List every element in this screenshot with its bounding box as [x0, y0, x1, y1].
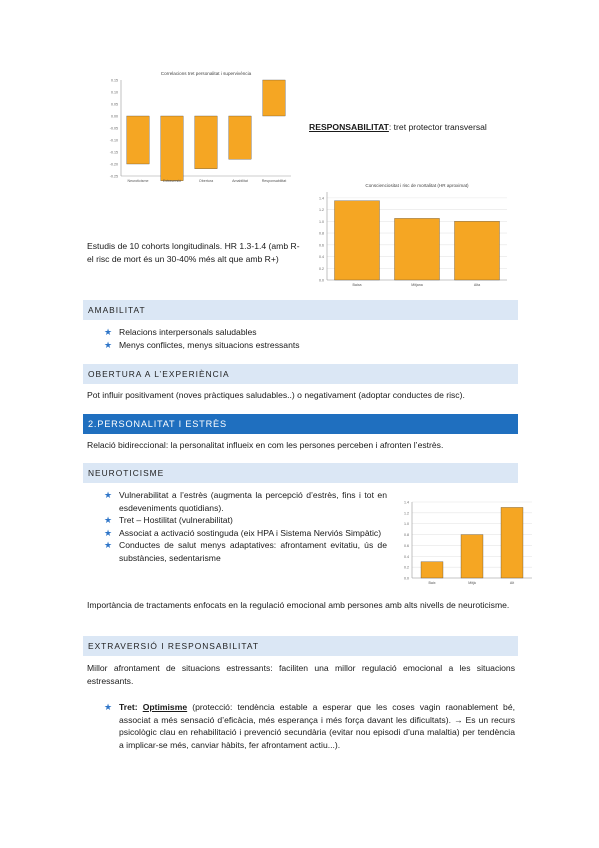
list-item: ★ Tret: Optimisme (protecció: tendència estable a esperar que les coses vagin raonablement bé, associat a més sensació d’eficàcia, més esperança i més força davant les dificultats). → Es un recurs psicològic clau en rehabilitació i prevenció secundària (evitar nou episodi d’una malaltia) per tendència a implicar-se més, canviar hàbits, fer afrontament actiu...).	[104, 702, 515, 750]
y-tick-label: -0.20	[109, 162, 118, 167]
bar	[263, 80, 285, 116]
star-bullet-icon: ★	[104, 339, 113, 350]
y-tick-label: 0.4	[404, 554, 409, 559]
chart-trait-correlations	[93, 66, 298, 194]
y-tick-label: 0.00	[111, 114, 118, 119]
optimisme-term: Optimisme	[142, 702, 188, 712]
chart2-svg	[305, 180, 515, 290]
responsabilitat-label: RESPONSABILITAT	[309, 122, 389, 132]
bar	[501, 507, 523, 578]
section2-text: Relació bidireccional: la personalitat influeix en com les persones perceben i afronten l’estrès.	[87, 440, 444, 450]
list-item: ★ Conductes de salut menys adaptatives: afrontament evitatiu, ús de substàncies, sedentarisme	[104, 540, 387, 563]
y-tick-label: 0.10	[111, 90, 118, 95]
x-tick-label: Responsabilitat	[261, 179, 287, 183]
section-header-extraversio: EXTRAVERSIÓ I RESPONSABILITAT	[83, 636, 518, 656]
responsabilitat-heading	[309, 121, 519, 134]
y-tick-label: 0.2	[319, 266, 324, 271]
x-tick-label: Baixa	[352, 283, 362, 287]
y-tick-label: 1.0	[319, 219, 324, 224]
y-tick-label: -0.05	[109, 126, 118, 131]
x-tick-label: Amabilitat	[232, 179, 248, 183]
chart-conscientiousness-mortality	[305, 180, 515, 290]
y-tick-label: 0.4	[319, 255, 324, 260]
y-tick-label: 1.4	[319, 196, 324, 201]
bar	[461, 535, 483, 578]
neuroticisme-list	[102, 489, 387, 564]
y-tick-label: 0.15	[111, 78, 118, 83]
chart-title: Correlacions tret personalitat i supervivència	[160, 71, 252, 76]
y-tick-label: 0.8	[319, 231, 324, 236]
y-tick-label: 0.8	[404, 533, 409, 538]
optimisme-list	[102, 701, 515, 751]
y-tick-label: 1.4	[404, 500, 409, 505]
y-tick-label: 0.6	[319, 243, 324, 248]
bar	[395, 218, 440, 280]
bar	[229, 116, 251, 159]
list-item: ★ Menys conflictes, menys situacions estressants	[104, 339, 300, 350]
bar	[127, 116, 149, 164]
x-tick-label: Mitjà	[468, 581, 476, 585]
chart3-svg	[398, 492, 538, 592]
x-tick-label: Alt	[509, 581, 515, 585]
y-tick-label: -0.10	[109, 138, 118, 143]
x-tick-label: Alta	[473, 283, 481, 287]
responsabilitat-subtitle: : tret protector transversal	[388, 122, 487, 132]
x-tick-label: Extraversió	[163, 179, 181, 183]
y-tick-label: -0.15	[109, 150, 118, 155]
amabilitat-list	[102, 326, 512, 351]
obertura-text: Pot influir positivament (noves pràctiques saludables..) o negativament (adoptar conductes de risc).	[87, 390, 465, 400]
bar	[161, 116, 183, 181]
section-header-neuroticisme: NEUROTICISME	[83, 463, 518, 483]
bar	[455, 221, 500, 280]
y-tick-label: -0.25	[109, 174, 118, 179]
chart-title: Conscienciositat i risc de mortalitat (HR aproximat)	[365, 183, 469, 188]
x-tick-label: Mitjana	[411, 283, 423, 287]
chart-neuroticism-stress	[398, 492, 538, 592]
y-tick-label: 0.6	[404, 543, 409, 548]
list-item: ★ Relacions interpersonals saludables	[104, 327, 257, 337]
chart1-svg	[93, 66, 298, 194]
x-tick-label: Obertura	[198, 179, 214, 183]
y-tick-label: 1.2	[404, 511, 409, 516]
list-item: ★ Tret – Hostilitat (vulnerabilitat)	[104, 515, 233, 525]
section-header-personalitat-estres: 2.PERSONALITAT I ESTRÈS	[83, 414, 518, 434]
bar	[195, 116, 217, 169]
y-tick-label: 0.05	[111, 102, 118, 107]
list-item: ★ Associat a activació sostinguda (eix HPA i Sistema Nerviós Simpàtic)	[104, 527, 382, 538]
star-bullet-icon: ★	[104, 527, 113, 538]
x-tick-label: Baix	[428, 581, 436, 585]
section-header-obertura: OBERTURA A L’EXPERIÈNCIA	[83, 364, 518, 384]
section-header-amabilitat: AMABILITAT	[83, 300, 518, 320]
x-tick-label: Neuroticisme	[127, 179, 149, 183]
y-tick-label: 0.0	[319, 278, 324, 283]
study-text: Estudis de 10 cohorts longitudinals. HR 1.3-1.4 (amb R- el risc de mort és un 30-40% més alt que amb R+)	[87, 241, 300, 264]
extraversio-text: Millor afrontament de situacions estressants: faciliten una millor regulació emocional a les situacions estressants.	[87, 663, 515, 686]
star-bullet-icon: ★	[104, 702, 113, 712]
neuroticisme-importance: Importància de tractaments enfocats en la regulació emocional amb persones amb alts nivells de neuroticisme.	[87, 600, 510, 610]
y-tick-label: 0.2	[404, 565, 409, 570]
y-tick-label: 1.2	[319, 208, 324, 213]
star-bullet-icon: ★	[104, 490, 113, 500]
bar	[421, 562, 443, 578]
bar	[335, 201, 380, 280]
star-bullet-icon: ★	[104, 327, 113, 337]
y-tick-label: 1.0	[404, 522, 409, 527]
list-item: ★ Vulnerabilitat a l’estrès (augmenta la percepció d’estrès, fins i tot en esdeveniments quotidians).	[104, 490, 387, 513]
y-tick-label: 0.0	[404, 576, 409, 581]
star-bullet-icon: ★	[104, 540, 113, 550]
star-bullet-icon: ★	[104, 515, 113, 525]
